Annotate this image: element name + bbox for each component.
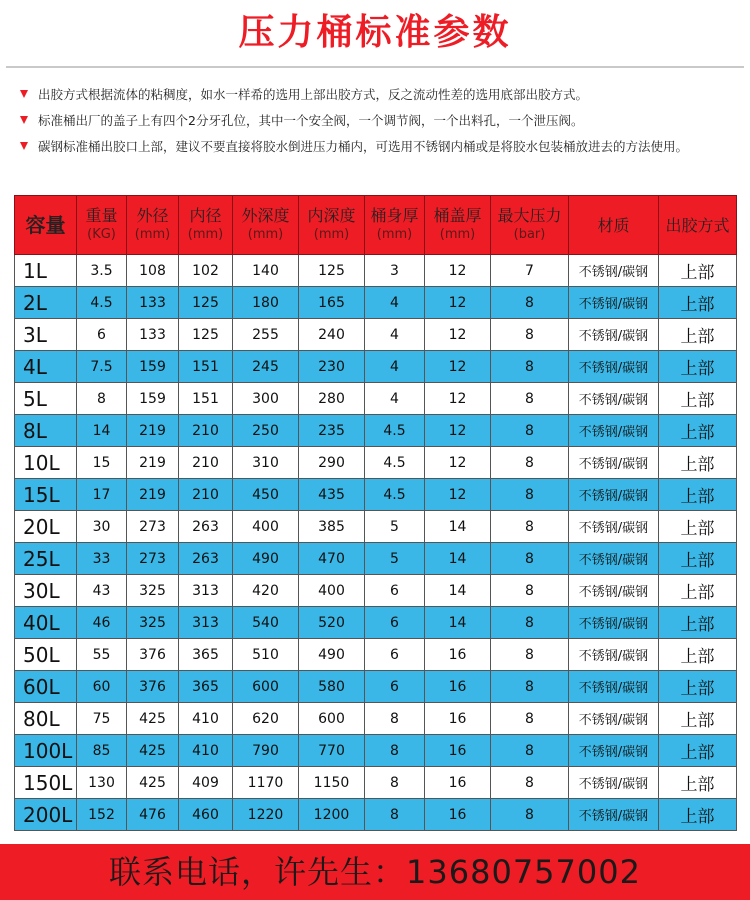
spec-table <box>14 195 737 831</box>
column-header-unit: (mm) <box>134 227 171 242</box>
table-cell: 不锈钢/碳钢 <box>569 287 659 319</box>
column-header-label: 重量 <box>85 206 118 225</box>
table-cell: 20L <box>15 511 77 543</box>
table-cell: 12 <box>425 447 491 479</box>
column-header-unit: (mm) <box>439 227 476 242</box>
table-cell: 不锈钢/碳钢 <box>569 607 659 639</box>
table-cell: 210 <box>179 479 233 511</box>
table-cell: 4 <box>365 287 425 319</box>
table-cell: 410 <box>179 735 233 767</box>
table-row <box>15 511 737 543</box>
table-cell: 5 <box>365 543 425 575</box>
table-cell: 上部 <box>659 447 737 479</box>
table-cell: 8 <box>491 383 569 415</box>
table-cell: 490 <box>299 639 365 671</box>
table-cell: 30 <box>77 511 127 543</box>
table-cell: 263 <box>179 511 233 543</box>
table-row <box>15 319 737 351</box>
column-header <box>659 196 737 255</box>
table-cell: 不锈钢/碳钢 <box>569 543 659 575</box>
table-row <box>15 671 737 703</box>
table-cell: 4.5 <box>77 287 127 319</box>
table-cell: 4 <box>365 319 425 351</box>
table-cell: 上部 <box>659 415 737 447</box>
table-cell: 上部 <box>659 575 737 607</box>
table-cell: 16 <box>425 703 491 735</box>
table-cell: 245 <box>233 351 299 383</box>
table-cell: 6 <box>365 575 425 607</box>
table-header-row <box>15 196 737 255</box>
table-cell: 600 <box>299 703 365 735</box>
table-cell: 16 <box>425 767 491 799</box>
table-cell: 7.5 <box>77 351 127 383</box>
table-cell: 2L <box>15 287 77 319</box>
column-header-unit: (mm) <box>376 227 413 242</box>
column-header-label: 最大压力 <box>497 206 562 225</box>
table-cell: 510 <box>233 639 299 671</box>
table-cell: 240 <box>299 319 365 351</box>
table-cell: 365 <box>179 671 233 703</box>
table-row <box>15 543 737 575</box>
table-cell: 280 <box>299 383 365 415</box>
table-cell: 不锈钢/碳钢 <box>569 639 659 671</box>
table-cell: 108 <box>127 255 179 287</box>
column-header-label: 外深度 <box>241 206 290 225</box>
table-row <box>15 607 737 639</box>
note-text: 出胶方式根据流体的粘稠度，如水一样希的选用上部出胶方式，反之流动性差的选用底部出胶方式。 <box>38 87 589 102</box>
table-cell: 470 <box>299 543 365 575</box>
table-cell: 425 <box>127 735 179 767</box>
table-cell: 8L <box>15 415 77 447</box>
table-cell: 55 <box>77 639 127 671</box>
table-cell: 12 <box>425 415 491 447</box>
table-cell: 上部 <box>659 799 737 831</box>
table-cell: 16 <box>425 639 491 671</box>
table-cell: 75 <box>77 703 127 735</box>
table-cell: 不锈钢/碳钢 <box>569 479 659 511</box>
table-cell: 50L <box>15 639 77 671</box>
table-cell: 410 <box>179 703 233 735</box>
table-cell: 313 <box>179 607 233 639</box>
table-cell: 159 <box>127 383 179 415</box>
table-row <box>15 255 737 287</box>
column-header <box>491 196 569 255</box>
column-header <box>15 196 77 255</box>
column-header-label: 内深度 <box>307 206 356 225</box>
table-cell: 620 <box>233 703 299 735</box>
table-row <box>15 383 737 415</box>
table-cell: 313 <box>179 575 233 607</box>
column-header-unit: (mm) <box>247 227 284 242</box>
triangle-bullet-icon <box>20 142 28 150</box>
table-cell: 4 <box>365 351 425 383</box>
table-cell: 4 <box>365 383 425 415</box>
table-cell: 10L <box>15 447 77 479</box>
column-header-label: 出胶方式 <box>665 215 730 235</box>
table-cell: 290 <box>299 447 365 479</box>
table-cell: 6 <box>365 671 425 703</box>
table-cell: 210 <box>179 415 233 447</box>
table-cell: 255 <box>233 319 299 351</box>
table-cell: 273 <box>127 543 179 575</box>
table-cell: 151 <box>179 351 233 383</box>
table-cell: 8 <box>491 703 569 735</box>
table-cell: 8 <box>491 767 569 799</box>
table-cell: 上部 <box>659 607 737 639</box>
note-item <box>18 112 720 130</box>
table-cell: 409 <box>179 767 233 799</box>
table-cell: 不锈钢/碳钢 <box>569 383 659 415</box>
table-row <box>15 767 737 799</box>
table-cell: 770 <box>299 735 365 767</box>
table-cell: 8 <box>491 735 569 767</box>
table-cell: 385 <box>299 511 365 543</box>
table-cell: 130 <box>77 767 127 799</box>
table-cell: 125 <box>179 287 233 319</box>
table-cell: 325 <box>127 607 179 639</box>
table-row <box>15 799 737 831</box>
table-cell: 263 <box>179 543 233 575</box>
table-cell: 14 <box>425 543 491 575</box>
table-cell: 上部 <box>659 735 737 767</box>
table-row <box>15 575 737 607</box>
table-cell: 60 <box>77 671 127 703</box>
column-header-label: 桶身厚 <box>370 206 419 225</box>
note-item <box>18 138 720 156</box>
table-cell: 133 <box>127 287 179 319</box>
table-row <box>15 351 737 383</box>
table-cell: 不锈钢/碳钢 <box>569 447 659 479</box>
table-cell: 43 <box>77 575 127 607</box>
table-cell: 上部 <box>659 703 737 735</box>
table-cell: 8 <box>491 319 569 351</box>
table-cell: 180 <box>233 287 299 319</box>
table-cell: 460 <box>179 799 233 831</box>
table-cell: 12 <box>425 383 491 415</box>
table-cell: 16 <box>425 671 491 703</box>
table-cell: 上部 <box>659 287 737 319</box>
table-cell: 上部 <box>659 767 737 799</box>
table-cell: 不锈钢/碳钢 <box>569 799 659 831</box>
table-cell: 8 <box>491 287 569 319</box>
column-header <box>299 196 365 255</box>
table-row <box>15 447 737 479</box>
table-cell: 4.5 <box>365 479 425 511</box>
table-cell: 80L <box>15 703 77 735</box>
table-cell: 210 <box>179 447 233 479</box>
table-cell: 230 <box>299 351 365 383</box>
column-header-label: 桶盖厚 <box>433 206 482 225</box>
table-cell: 540 <box>233 607 299 639</box>
table-row <box>15 479 737 511</box>
table-cell: 6 <box>365 639 425 671</box>
table-cell: 4L <box>15 351 77 383</box>
column-header-unit: (mm) <box>187 227 224 242</box>
note-item <box>18 86 720 104</box>
table-cell: 490 <box>233 543 299 575</box>
table-cell: 325 <box>127 575 179 607</box>
table-cell: 8 <box>365 703 425 735</box>
table-cell: 140 <box>233 255 299 287</box>
column-header-unit: (KG) <box>87 227 116 242</box>
table-cell: 235 <box>299 415 365 447</box>
table-cell: 580 <box>299 671 365 703</box>
table-cell: 8 <box>491 543 569 575</box>
table-cell: 7 <box>491 255 569 287</box>
table-cell: 3 <box>365 255 425 287</box>
table-cell: 不锈钢/碳钢 <box>569 767 659 799</box>
table-cell: 200L <box>15 799 77 831</box>
table-cell: 15L <box>15 479 77 511</box>
table-cell: 12 <box>425 255 491 287</box>
table-cell: 25L <box>15 543 77 575</box>
table-cell: 5 <box>365 511 425 543</box>
note-text: 标准桶出厂的盖子上有四个2分牙孔位，其中一个安全阀，一个调节阀，一个出料孔，一个泄压阀。 <box>38 113 584 128</box>
table-cell: 125 <box>179 319 233 351</box>
table-row <box>15 639 737 671</box>
table-cell: 219 <box>127 447 179 479</box>
table-cell: 8 <box>491 639 569 671</box>
table-cell: 不锈钢/碳钢 <box>569 319 659 351</box>
column-header <box>77 196 127 255</box>
table-cell: 上部 <box>659 351 737 383</box>
table-cell: 8 <box>491 799 569 831</box>
table-cell: 151 <box>179 383 233 415</box>
spec-table-container <box>14 195 736 831</box>
table-cell: 376 <box>127 671 179 703</box>
table-cell: 上部 <box>659 383 737 415</box>
column-header-label: 材质 <box>597 215 630 235</box>
table-cell: 365 <box>179 639 233 671</box>
table-cell: 上部 <box>659 543 737 575</box>
table-cell: 6 <box>77 319 127 351</box>
table-cell: 1L <box>15 255 77 287</box>
table-cell: 165 <box>299 287 365 319</box>
table-cell: 1170 <box>233 767 299 799</box>
column-header <box>365 196 425 255</box>
table-cell: 376 <box>127 639 179 671</box>
table-cell: 3L <box>15 319 77 351</box>
table-cell: 12 <box>425 287 491 319</box>
table-cell: 133 <box>127 319 179 351</box>
table-cell: 46 <box>77 607 127 639</box>
table-cell: 8 <box>491 511 569 543</box>
table-cell: 不锈钢/碳钢 <box>569 415 659 447</box>
table-cell: 上部 <box>659 671 737 703</box>
table-cell: 不锈钢/碳钢 <box>569 703 659 735</box>
table-cell: 60L <box>15 671 77 703</box>
table-cell: 8 <box>491 479 569 511</box>
table-cell: 250 <box>233 415 299 447</box>
table-cell: 上部 <box>659 639 737 671</box>
table-cell: 125 <box>299 255 365 287</box>
table-cell: 1200 <box>299 799 365 831</box>
table-cell: 219 <box>127 415 179 447</box>
table-cell: 4.5 <box>365 447 425 479</box>
table-cell: 520 <box>299 607 365 639</box>
column-header-label: 容量 <box>25 212 66 237</box>
triangle-bullet-icon <box>20 90 28 98</box>
table-cell: 8 <box>491 351 569 383</box>
table-cell: 3.5 <box>77 255 127 287</box>
table-cell: 300 <box>233 383 299 415</box>
table-cell: 600 <box>233 671 299 703</box>
table-cell: 150L <box>15 767 77 799</box>
column-header-label: 内径 <box>189 206 222 225</box>
column-header <box>425 196 491 255</box>
table-cell: 12 <box>425 479 491 511</box>
table-cell: 15 <box>77 447 127 479</box>
table-cell: 425 <box>127 767 179 799</box>
table-cell: 8 <box>365 799 425 831</box>
table-cell: 14 <box>425 575 491 607</box>
table-cell: 30L <box>15 575 77 607</box>
table-cell: 790 <box>233 735 299 767</box>
table-cell: 不锈钢/碳钢 <box>569 575 659 607</box>
table-cell: 12 <box>425 319 491 351</box>
table-cell: 435 <box>299 479 365 511</box>
table-cell: 400 <box>299 575 365 607</box>
column-header <box>179 196 233 255</box>
table-cell: 102 <box>179 255 233 287</box>
page-title: 压力桶标准参数 <box>238 12 512 53</box>
column-header <box>127 196 179 255</box>
table-cell: 420 <box>233 575 299 607</box>
table-cell: 4.5 <box>365 415 425 447</box>
table-cell: 8 <box>491 607 569 639</box>
table-cell: 不锈钢/碳钢 <box>569 351 659 383</box>
table-cell: 425 <box>127 703 179 735</box>
table-cell: 8 <box>491 447 569 479</box>
table-cell: 450 <box>233 479 299 511</box>
table-cell: 上部 <box>659 479 737 511</box>
table-row <box>15 735 737 767</box>
table-cell: 1150 <box>299 767 365 799</box>
table-cell: 14 <box>425 607 491 639</box>
column-header-unit: (bar) <box>513 227 546 242</box>
column-header-unit: (mm) <box>313 227 350 242</box>
table-cell: 不锈钢/碳钢 <box>569 671 659 703</box>
table-cell: 219 <box>127 479 179 511</box>
table-cell: 33 <box>77 543 127 575</box>
table-cell: 152 <box>77 799 127 831</box>
contact-footer: 联系电话，许先生：13680757002 <box>0 844 750 900</box>
table-body <box>15 255 737 831</box>
table-cell: 6 <box>365 607 425 639</box>
table-cell: 上部 <box>659 319 737 351</box>
table-cell: 上部 <box>659 255 737 287</box>
table-cell: 8 <box>365 767 425 799</box>
table-cell: 不锈钢/碳钢 <box>569 511 659 543</box>
table-cell: 上部 <box>659 511 737 543</box>
table-row <box>15 415 737 447</box>
table-cell: 8 <box>365 735 425 767</box>
column-header <box>233 196 299 255</box>
note-text: 碳钢标准桶出胶口上部，建议不要直接将胶水倒进压力桶内，可选用不锈钢内桶或是将胶水包装桶放进去的方法使用。 <box>38 139 689 154</box>
table-cell: 14 <box>77 415 127 447</box>
table-cell: 14 <box>425 511 491 543</box>
table-cell: 8 <box>491 671 569 703</box>
table-cell: 100L <box>15 735 77 767</box>
table-cell: 40L <box>15 607 77 639</box>
table-row <box>15 287 737 319</box>
table-cell: 12 <box>425 351 491 383</box>
column-header <box>569 196 659 255</box>
triangle-bullet-icon <box>20 116 28 124</box>
table-cell: 8 <box>77 383 127 415</box>
table-cell: 400 <box>233 511 299 543</box>
table-cell: 273 <box>127 511 179 543</box>
notes-list <box>0 68 750 180</box>
table-cell: 1220 <box>233 799 299 831</box>
table-row <box>15 703 737 735</box>
table-cell: 159 <box>127 351 179 383</box>
table-cell: 85 <box>77 735 127 767</box>
table-cell: 5L <box>15 383 77 415</box>
table-cell: 8 <box>491 575 569 607</box>
table-cell: 16 <box>425 799 491 831</box>
table-cell: 不锈钢/碳钢 <box>569 255 659 287</box>
column-header-label: 外径 <box>136 206 169 225</box>
table-cell: 476 <box>127 799 179 831</box>
table-cell: 不锈钢/碳钢 <box>569 735 659 767</box>
table-cell: 8 <box>491 415 569 447</box>
table-cell: 310 <box>233 447 299 479</box>
table-cell: 16 <box>425 735 491 767</box>
table-cell: 17 <box>77 479 127 511</box>
